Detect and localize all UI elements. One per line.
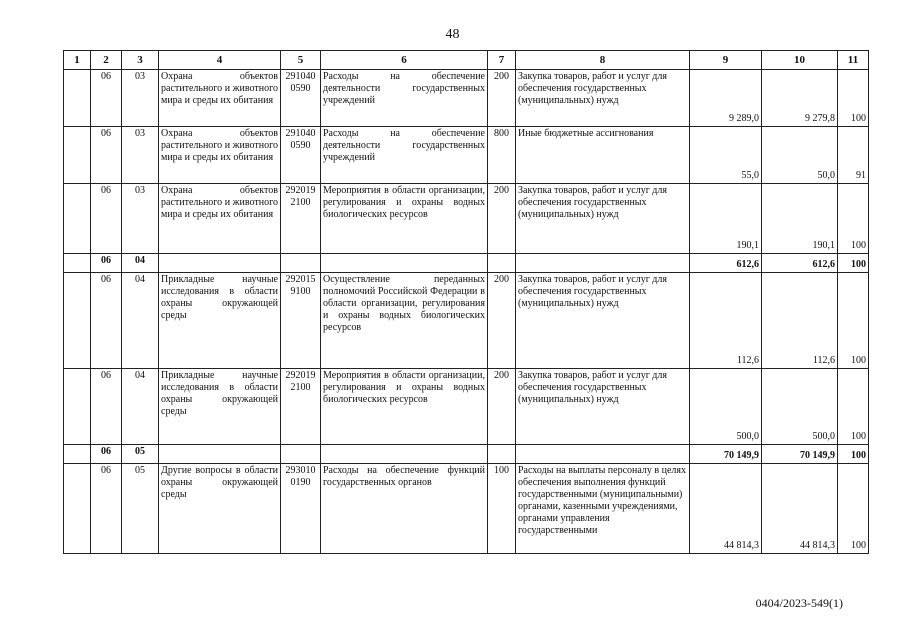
cell-col-5: [281, 445, 321, 464]
cell-col-2: 06: [91, 127, 122, 184]
cell-col-6: Мероприятия в области организации, регулирования и охраны водных биологических ресурсов: [321, 184, 488, 254]
table-row: [64, 273, 869, 369]
cell-col-4: Другие вопросы в области охраны окружающей среды: [159, 464, 281, 554]
cell-col-11: 91: [838, 127, 869, 184]
cell-col-4: Охрана объектов растительного и животного мира и среды их обитания: [159, 127, 281, 184]
cell-col-5: 292019 2100: [281, 184, 321, 254]
cell-col-10: 190,1: [762, 184, 838, 254]
cell-col-11: 100: [838, 70, 869, 127]
cell-col-10: 9 279,8: [762, 70, 838, 127]
cell-col-10: 112,6: [762, 273, 838, 369]
header-cell-2: 2: [91, 51, 122, 70]
cell-col-3: 03: [122, 70, 159, 127]
header-cell-7: 7: [488, 51, 516, 70]
header-cell-9: 9: [690, 51, 762, 70]
cell-col-7: 200: [488, 70, 516, 127]
header-cell-8: 8: [516, 51, 690, 70]
cell-col-2: 06: [91, 369, 122, 445]
cell-col-5: 292019 2100: [281, 369, 321, 445]
cell-col-10: 500,0: [762, 369, 838, 445]
cell-col-9: 612,6: [690, 254, 762, 273]
cell-col-11: 100: [838, 254, 869, 273]
cell-col-9: 112,6: [690, 273, 762, 369]
cell-col-4: [159, 445, 281, 464]
cell-col-5: 293010 0190: [281, 464, 321, 554]
cell-col-2: 06: [91, 70, 122, 127]
cell-col-2: 06: [91, 464, 122, 554]
cell-col-5: 292015 9100: [281, 273, 321, 369]
cell-col-8: Расходы на выплаты персоналу в целях обеспечения выполнения функций государственными (муниципальными) органами, казенными учреждениями, органами управления государственными: [516, 464, 690, 554]
header-cell-5: 5: [281, 51, 321, 70]
cell-col-3: 05: [122, 464, 159, 554]
header-cell-10: 10: [762, 51, 838, 70]
cell-col-1: [64, 464, 91, 554]
cell-col-5: [281, 254, 321, 273]
subtotal-row: [64, 254, 869, 273]
subtotal-row: [64, 445, 869, 464]
cell-col-1: [64, 273, 91, 369]
header-cell-11: 11: [838, 51, 869, 70]
budget-table: [63, 50, 869, 554]
cell-col-4: Охрана объектов растительного и животного мира и среды их обитания: [159, 184, 281, 254]
cell-col-10: 612,6: [762, 254, 838, 273]
cell-col-10: 50,0: [762, 127, 838, 184]
cell-col-11: 100: [838, 273, 869, 369]
cell-col-3: 04: [122, 369, 159, 445]
cell-col-6: Мероприятия в области организации, регулирования и охраны водных биологических ресурсов: [321, 369, 488, 445]
cell-col-1: [64, 184, 91, 254]
cell-col-8: [516, 254, 690, 273]
header-cell-1: 1: [64, 51, 91, 70]
cell-col-4: Прикладные научные исследования в области охраны окружающей среды: [159, 369, 281, 445]
cell-col-1: [64, 445, 91, 464]
cell-col-5: 291040 0590: [281, 70, 321, 127]
cell-col-3: 05: [122, 445, 159, 464]
cell-col-3: 03: [122, 127, 159, 184]
cell-col-8: Закупка товаров, работ и услуг для обеспечения государственных (муниципальных) нужд: [516, 273, 690, 369]
cell-col-4: Охрана объектов растительного и животного мира и среды их обитания: [159, 70, 281, 127]
cell-col-6: Расходы на обеспечение функций государственных органов: [321, 464, 488, 554]
cell-col-8: [516, 445, 690, 464]
cell-col-8: Закупка товаров, работ и услуг для обеспечения государственных (муниципальных) нужд: [516, 369, 690, 445]
cell-col-7: 100: [488, 464, 516, 554]
cell-col-3: 04: [122, 273, 159, 369]
cell-col-7: 200: [488, 273, 516, 369]
cell-col-8: Закупка товаров, работ и услуг для обеспечения государственных (муниципальных) нужд: [516, 184, 690, 254]
header-cell-4: 4: [159, 51, 281, 70]
cell-col-2: 06: [91, 445, 122, 464]
table-row: [64, 127, 869, 184]
cell-col-2: 06: [91, 254, 122, 273]
table-row: [64, 184, 869, 254]
cell-col-9: 70 149,9: [690, 445, 762, 464]
cell-col-9: 55,0: [690, 127, 762, 184]
table-body: [64, 51, 869, 554]
table-row: [64, 369, 869, 445]
cell-col-5: 291040 0590: [281, 127, 321, 184]
page-number: 48: [445, 27, 460, 42]
cell-col-9: 500,0: [690, 369, 762, 445]
cell-col-9: 9 289,0: [690, 70, 762, 127]
cell-col-6: Осуществление переданных полномочий Российской Федерации в области организации, регулирования и охраны водных биологических ресурсов: [321, 273, 488, 369]
cell-col-1: [64, 127, 91, 184]
header-cell-3: 3: [122, 51, 159, 70]
cell-col-7: 800: [488, 127, 516, 184]
cell-col-6: Расходы на обеспечение деятельности государственных учреждений: [321, 70, 488, 127]
document-code: 0404/2023-549(1): [755, 596, 843, 610]
cell-col-3: 03: [122, 184, 159, 254]
cell-col-3: 04: [122, 254, 159, 273]
table-row: [64, 464, 869, 554]
cell-col-7: 200: [488, 184, 516, 254]
cell-col-10: 70 149,9: [762, 445, 838, 464]
cell-col-1: [64, 254, 91, 273]
cell-col-4: Прикладные научные исследования в области охраны окружающей среды: [159, 273, 281, 369]
cell-col-8: Закупка товаров, работ и услуг для обеспечения государственных (муниципальных) нужд: [516, 70, 690, 127]
cell-col-11: 100: [838, 464, 869, 554]
cell-col-7: 200: [488, 369, 516, 445]
header-cell-6: 6: [321, 51, 488, 70]
cell-col-11: 100: [838, 369, 869, 445]
table-row: [64, 70, 869, 127]
cell-col-2: 06: [91, 184, 122, 254]
cell-col-1: [64, 70, 91, 127]
cell-col-6: Расходы на обеспечение деятельности государственных учреждений: [321, 127, 488, 184]
cell-col-6: [321, 254, 488, 273]
cell-col-9: 44 814,3: [690, 464, 762, 554]
cell-col-10: 44 814,3: [762, 464, 838, 554]
cell-col-9: 190,1: [690, 184, 762, 254]
cell-col-2: 06: [91, 273, 122, 369]
cell-col-8: Иные бюджетные ассигнования: [516, 127, 690, 184]
cell-col-7: [488, 254, 516, 273]
header-row: [64, 51, 869, 70]
cell-col-11: 100: [838, 445, 869, 464]
cell-col-6: [321, 445, 488, 464]
cell-col-1: [64, 369, 91, 445]
cell-col-7: [488, 445, 516, 464]
cell-col-11: 100: [838, 184, 869, 254]
cell-col-4: [159, 254, 281, 273]
